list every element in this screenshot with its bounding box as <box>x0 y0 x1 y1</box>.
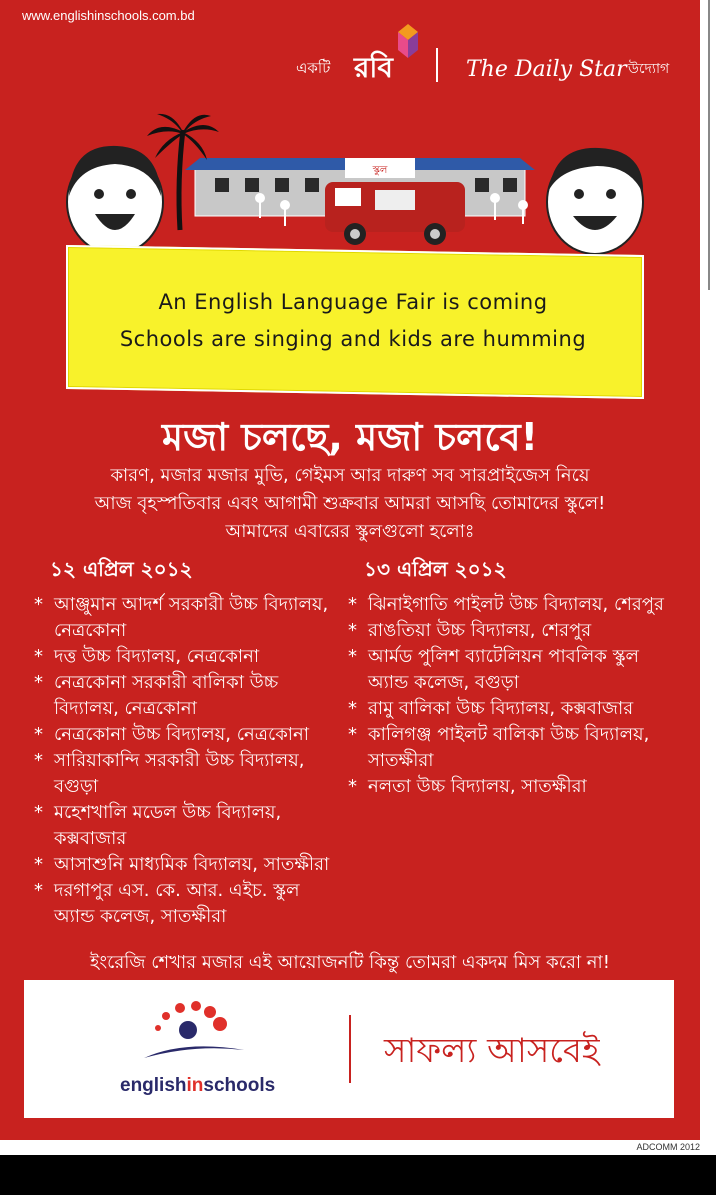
school-item <box>34 722 344 748</box>
banner-line-2: Schools are singing and kids are humming <box>119 327 587 351</box>
school-name-line: আসাশুনি মাধ্যমিক বিদ্যালয়, সাতক্ষীরা <box>54 854 330 875</box>
school-item <box>348 592 688 618</box>
robi-logo-icon <box>394 22 422 62</box>
bullet-icon: * <box>348 620 357 641</box>
school-name-line: দরগাপুর এস. কে. আর. এইচ. স্কুল <box>54 880 300 901</box>
school-name-line: নেত্রকোনা উচ্চ বিদ্যালয়, নেত্রকোনা <box>54 724 309 745</box>
bus-label: স্কুল <box>372 165 388 176</box>
day-2-school-list <box>348 592 688 800</box>
school-item <box>348 774 688 800</box>
school-item <box>34 852 344 878</box>
school-name-line: কালিগঞ্জ পাইলট বালিকা উচ্চ বিদ্যালয়, <box>368 724 650 745</box>
bullet-icon: * <box>34 880 43 901</box>
bullet-icon: * <box>34 802 43 823</box>
bullet-icon: * <box>34 750 43 771</box>
school-name-line: বিদ্যালয়, নেত্রকোনা <box>54 698 197 719</box>
school-name-line: সারিয়াকান্দি সরকারী উচ্চ বিদ্যালয়, <box>54 750 305 771</box>
footer-strip <box>0 1140 716 1155</box>
bullet-icon: * <box>34 646 43 667</box>
school-name-line: কক্সবাজার <box>54 828 127 849</box>
school-name-line: আঞ্জুমান আদর্শ সরকারী উচ্চ বিদ্যালয়, <box>54 594 329 615</box>
logo-divider <box>349 1015 351 1083</box>
day-1-date: ১২ এপ্রিল ২০১২ <box>50 557 193 581</box>
website-url[interactable]: www.englishinschools.com.bd <box>22 8 195 23</box>
robi-logo: রবি <box>354 50 393 84</box>
bullet-icon: * <box>34 672 43 693</box>
logo-part-schools: schools <box>203 1075 276 1096</box>
bullet-icon: * <box>34 724 43 745</box>
school-item <box>34 644 344 670</box>
bullet-icon: * <box>348 698 357 719</box>
day-2-date: ১৩ এপ্রিল ২০১২ <box>364 557 507 581</box>
englishinschools-logo <box>120 1075 275 1097</box>
school-item <box>34 878 344 930</box>
school-name-line: মহেশখালি মডেল উচ্চ বিদ্যালয়, <box>54 802 282 823</box>
school-item <box>34 592 344 644</box>
school-item <box>34 748 344 800</box>
school-name-line: বগুড়া <box>54 776 99 797</box>
agency-credit: ADCOMM 2012 <box>636 1142 700 1152</box>
school-name-line: নলতা উচ্চ বিদ্যালয়, সাতক্ষীরা <box>368 776 587 797</box>
closing-line: ইংরেজি শেখার মজার এই আয়োজনটি কিন্তু তোমরা একদম মিস করো না! <box>90 952 610 973</box>
school-name-line: দত্ত উচ্চ বিদ্যালয়, নেত্রকোনা <box>54 646 260 667</box>
sponsor-ekti: একটি <box>296 58 331 77</box>
bullet-icon: * <box>34 594 43 615</box>
intro-line-1: কারণ, মজার মজার মুভি, গেইমস আর দারুণ সব সারপ্রাইজেস নিয়ে <box>110 465 590 486</box>
school-item <box>348 696 688 722</box>
school-item <box>34 800 344 852</box>
yellow-banner <box>66 245 644 399</box>
school-name-line: আর্মড পুলিশ ব্যাটেলিয়ন পাবলিক স্কুল <box>368 646 639 667</box>
day-2-column <box>348 555 688 800</box>
headline: মজা চলছে, মজা চলবে! <box>161 415 539 459</box>
bullet-icon: * <box>348 724 357 745</box>
logo-panel <box>24 980 674 1118</box>
school-item <box>348 644 688 696</box>
sponsor-divider <box>436 48 438 82</box>
intro-line-2: আজ বৃহস্পতিবার এবং আগামী শুক্রবার আমরা আসছি তোমাদের স্কুলে! <box>94 493 606 514</box>
day-1-column <box>34 555 344 930</box>
school-item <box>348 618 688 644</box>
bullet-icon: * <box>34 854 43 875</box>
tagline: সাফল্য আসবেই <box>384 1031 600 1071</box>
school-name-line: সাতক্ষীরা <box>368 750 434 771</box>
margin-rule <box>708 0 710 290</box>
bullet-icon: * <box>348 594 357 615</box>
bullet-icon: * <box>348 776 357 797</box>
banner-line-1: An English Language Fair is coming <box>158 290 548 314</box>
school-name-line: অ্যান্ড কলেজ, বগুড়া <box>368 672 519 693</box>
school-name-line: রাঙতিয়া উচ্চ বিদ্যালয়, শেরপুর <box>368 620 592 641</box>
bullet-icon: * <box>348 646 357 667</box>
day-1-school-list <box>34 592 344 930</box>
school-name-line: রামু বালিকা উচ্চ বিদ্যালয়, কক্সবাজার <box>368 698 634 719</box>
intro-line-3: আমাদের এবারের স্কুলগুলো হলোঃ <box>225 521 475 542</box>
englishinschools-logo-icon <box>144 1000 264 1060</box>
school-name-line: নেত্রকোনা সরকারী বালিকা উচ্চ <box>54 672 279 693</box>
daily-star-logo: The Daily Star <box>466 56 627 82</box>
logo-part-in: in <box>186 1075 204 1096</box>
logo-part-english: english <box>120 1075 187 1096</box>
sponsor-udyog: উদ্যোগ <box>628 61 670 77</box>
school-item <box>34 670 344 722</box>
school-name-line: ঝিনাইগাতি পাইলট উচ্চ বিদ্যালয়, শেরপুর <box>368 594 664 615</box>
school-name-line: নেত্রকোনা <box>54 620 127 641</box>
school-item <box>348 722 688 774</box>
school-name-line: অ্যান্ড কলেজ, সাতক্ষীরা <box>54 906 227 927</box>
